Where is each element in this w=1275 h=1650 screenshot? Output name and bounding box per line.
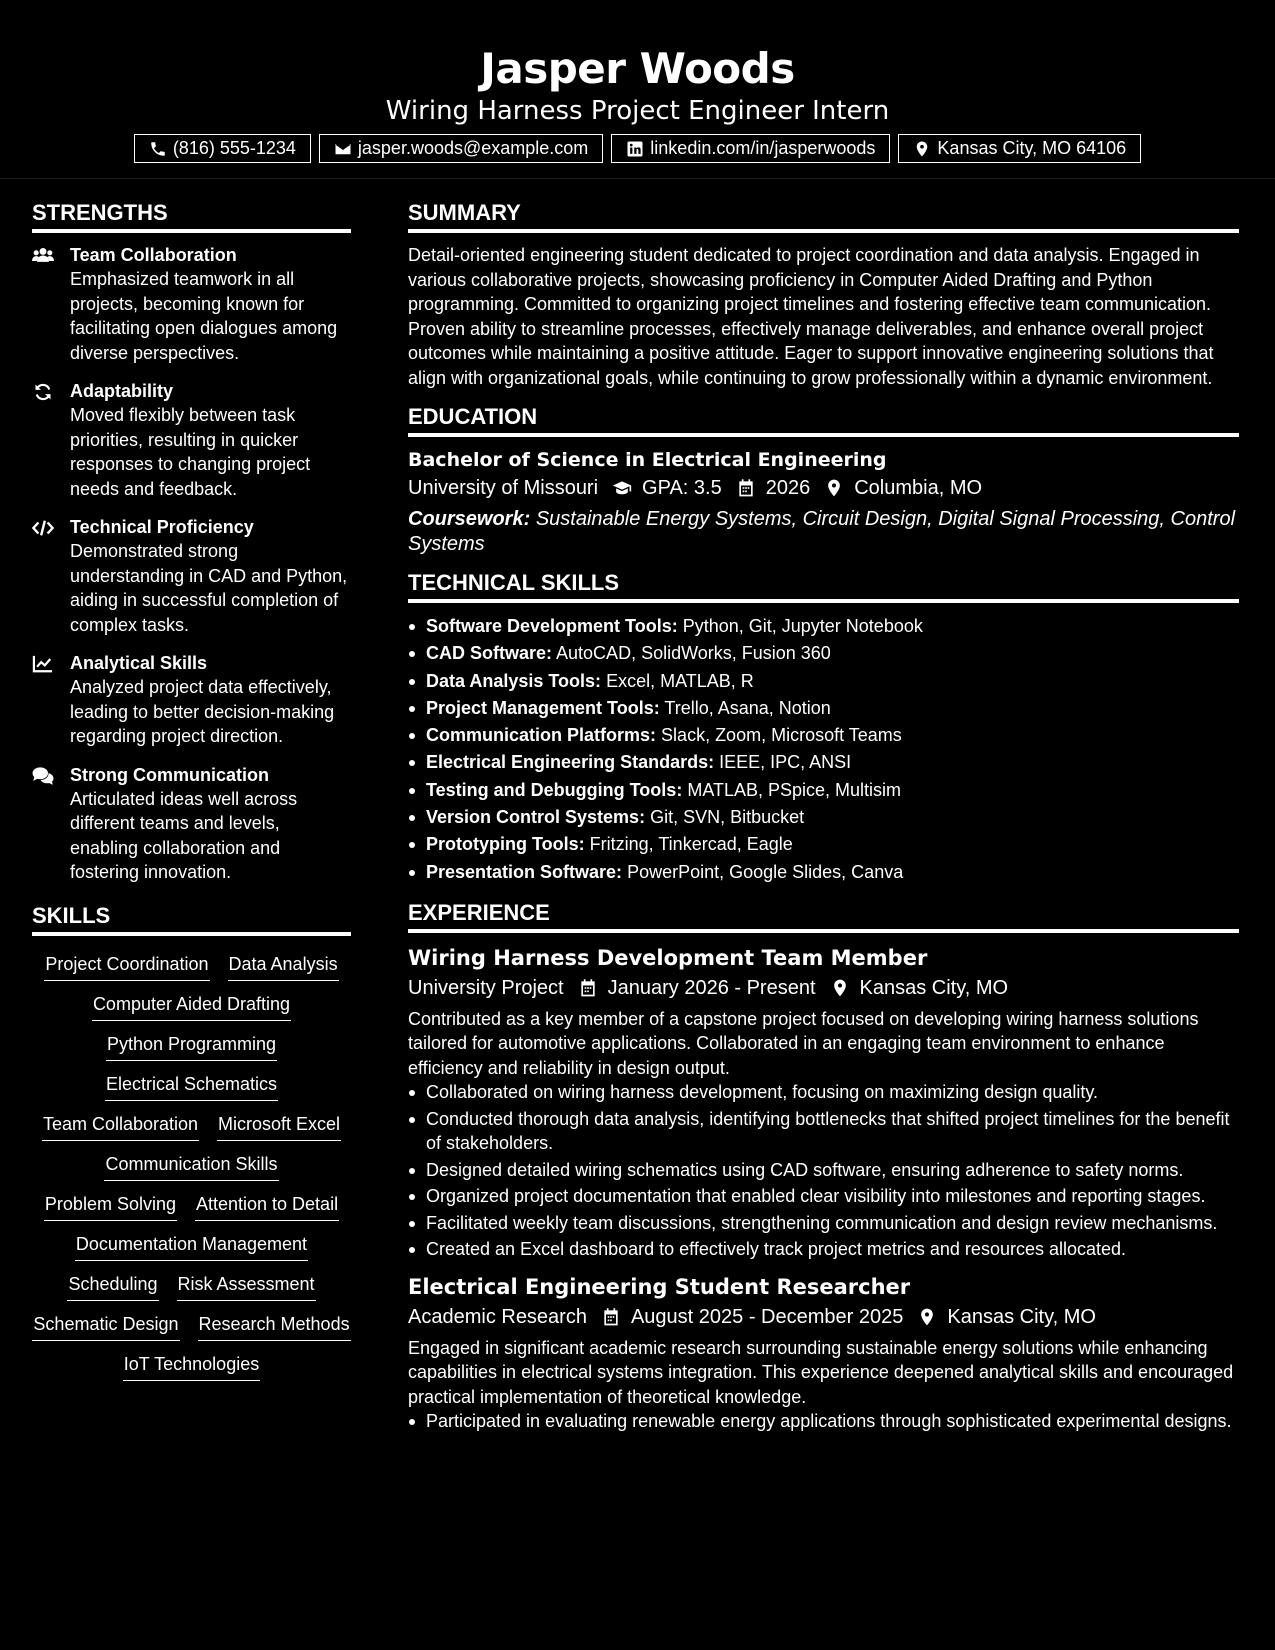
job-bullets bbox=[408, 1080, 1239, 1262]
skills-section bbox=[32, 901, 351, 1381]
skill-label: Version Control Systems: bbox=[426, 807, 646, 828]
contact-email-text: jasper.woods@example.com bbox=[357, 138, 589, 158]
skill-value: PowerPoint, Google Slides, Canva bbox=[627, 861, 904, 882]
skill-value: Excel, MATLAB, R bbox=[606, 670, 754, 691]
experience-heading: EXPERIENCE bbox=[408, 898, 1239, 933]
graduation-cap-icon bbox=[612, 478, 632, 498]
experience-section bbox=[408, 898, 1239, 1434]
list-item bbox=[426, 613, 1239, 640]
list-item: Created an Excel dashboard to effectively track project metrics and resources allocated. bbox=[426, 1237, 1239, 1262]
strength-item bbox=[32, 515, 351, 637]
strength-title: Strong Communication bbox=[70, 764, 269, 785]
skill-tag[interactable]: Data Analysis bbox=[228, 952, 339, 981]
list-item bbox=[426, 695, 1239, 722]
strength-desc: Demonstrated strong understanding in CAD and Python, aiding in successful completion of complex tasks. bbox=[70, 541, 348, 635]
strength-title: Analytical Skills bbox=[70, 653, 208, 673]
skill-label: Electrical Engineering Standards: bbox=[426, 752, 715, 773]
experience-entry bbox=[408, 1272, 1239, 1434]
strength-item bbox=[32, 763, 351, 885]
job-title: Electrical Engineering Student Researcher bbox=[408, 1274, 911, 1299]
list-item bbox=[426, 668, 1239, 695]
right-column bbox=[408, 198, 1239, 1446]
candidate-name: Jasper Woods bbox=[480, 44, 795, 93]
skill-value: AutoCAD, SolidWorks, Fusion 360 bbox=[556, 643, 831, 664]
strengths-heading: STRENGTHS bbox=[32, 198, 351, 233]
strength-item bbox=[32, 379, 351, 501]
skill-tag[interactable]: Python Programming bbox=[106, 1032, 277, 1061]
skill-label: Data Analysis Tools: bbox=[426, 670, 602, 691]
comments-icon bbox=[32, 766, 54, 786]
contact-phone[interactable] bbox=[134, 134, 311, 163]
summary-section bbox=[408, 198, 1239, 390]
list-item bbox=[426, 722, 1239, 749]
technical-skills-section bbox=[408, 568, 1239, 886]
contact-email[interactable] bbox=[319, 134, 603, 163]
envelope-icon bbox=[334, 140, 352, 158]
job-location: Kansas City, MO bbox=[947, 1305, 1096, 1328]
list-item: Collaborated on wiring harness development, focusing on maximizing design quality. bbox=[426, 1080, 1239, 1105]
list-item: Conducted thorough data analysis, identifying bottlenecks that shifted project timelines for the benefit of stakeholders. bbox=[426, 1107, 1239, 1156]
strength-desc: Emphasized teamwork in all projects, becoming known for facilitating open dialogues among diverse perspectives. bbox=[70, 269, 338, 363]
map-pin-icon bbox=[824, 478, 844, 498]
list-item bbox=[426, 640, 1239, 667]
contact-phone-text: (816) 555-1234 bbox=[172, 138, 296, 158]
skills-heading: SKILLS bbox=[32, 901, 351, 936]
job-dates: January 2026 - Present bbox=[607, 976, 816, 999]
skill-tag[interactable]: IoT Technologies bbox=[123, 1352, 260, 1381]
list-item bbox=[426, 859, 1239, 886]
technical-skills-heading: TECHNICAL SKILLS bbox=[408, 568, 1239, 603]
list-item bbox=[426, 777, 1239, 804]
skill-label: CAD Software: bbox=[426, 643, 553, 664]
job-summary: Contributed as a key member of a capstone project focused on developing wiring harness solutions tailored for automotive applications. Collaborated in an engaging team environment to enhance efficiency and reliability in design output. bbox=[408, 1008, 1199, 1078]
skill-tag[interactable]: Microsoft Excel bbox=[217, 1112, 341, 1141]
skill-value: Python, Git, Jupyter Notebook bbox=[682, 616, 923, 636]
users-icon bbox=[32, 246, 54, 266]
job-bullets bbox=[408, 1409, 1239, 1434]
skill-label: Prototyping Tools: bbox=[426, 834, 585, 855]
skill-label: Communication Platforms: bbox=[426, 725, 657, 746]
candidate-role: Wiring Harness Project Engineer Intern bbox=[385, 96, 890, 126]
skill-label: Project Management Tools: bbox=[426, 697, 660, 718]
list-item bbox=[426, 831, 1239, 858]
strength-title: Team Collaboration bbox=[70, 245, 237, 265]
left-column bbox=[32, 198, 351, 1381]
skill-value: Slack, Zoom, Microsoft Teams bbox=[661, 725, 902, 746]
strength-desc: Moved flexibly between task priorities, resulting in quicker responses to changing project needs and feedback. bbox=[70, 405, 311, 499]
sync-icon bbox=[32, 382, 54, 402]
calendar-icon bbox=[601, 1307, 621, 1327]
job-summary: Engaged in significant academic research surrounding sustainable energy solutions while enhancing capabilities in electrical systems integration. This experience deepened analytical skills and encouraged practical implementation of theoretical knowledge. bbox=[408, 1337, 1234, 1407]
job-location: Kansas City, MO bbox=[859, 976, 1009, 999]
experience-entry bbox=[408, 943, 1239, 1262]
skill-value: Git, SVN, Bitbucket bbox=[650, 807, 805, 828]
skill-label: Testing and Debugging Tools: bbox=[426, 779, 683, 800]
phone-icon bbox=[149, 140, 167, 158]
skill-tag[interactable]: Computer Aided Drafting bbox=[92, 992, 291, 1021]
contact-bar bbox=[0, 134, 1275, 163]
calendar-icon bbox=[736, 478, 756, 498]
job-meta bbox=[408, 1302, 1239, 1332]
graduation-year: 2026 bbox=[765, 477, 811, 499]
skill-value: Fritzing, Tinkercad, Eagle bbox=[589, 834, 793, 855]
job-title: Wiring Harness Development Team Member bbox=[408, 945, 928, 970]
map-pin-icon bbox=[913, 140, 931, 158]
strength-title: Adaptability bbox=[70, 381, 174, 401]
skill-tag[interactable]: Research Methods bbox=[198, 1312, 351, 1341]
job-org: University Project bbox=[408, 976, 564, 999]
list-item bbox=[426, 749, 1239, 776]
education-section bbox=[408, 402, 1239, 556]
job-org: Academic Research bbox=[408, 1305, 587, 1328]
list-item: Designed detailed wiring schematics using CAD software, ensuring adherence to safety norms. bbox=[426, 1158, 1239, 1183]
code-icon bbox=[32, 518, 54, 538]
job-dates: August 2025 - December 2025 bbox=[630, 1305, 904, 1328]
skill-tag[interactable]: Team Collaboration bbox=[42, 1112, 199, 1141]
summary-heading: SUMMARY bbox=[408, 198, 1239, 233]
strength-item bbox=[32, 651, 351, 749]
skill-tag[interactable]: Project Coordination bbox=[44, 952, 209, 981]
coursework-label: Coursework: bbox=[408, 508, 531, 530]
contact-location-text: Kansas City, MO 64106 bbox=[937, 138, 1127, 158]
contact-linkedin[interactable] bbox=[611, 134, 890, 163]
gpa: GPA: 3.5 bbox=[642, 477, 722, 499]
strength-desc: Articulated ideas well across different teams and levels, enabling collaboration and fostering innovation. bbox=[70, 788, 298, 882]
skill-value: MATLAB, PSpice, Multisim bbox=[687, 779, 902, 800]
skill-tag[interactable]: Schematic Design bbox=[32, 1312, 179, 1341]
list-item: Organized project documentation that enabled clear visibility into milestones and reporting stages. bbox=[426, 1184, 1239, 1209]
strength-title: Technical Proficiency bbox=[70, 517, 254, 537]
degree-title: Bachelor of Science in Electrical Engineering bbox=[408, 449, 887, 471]
map-pin-icon bbox=[830, 978, 850, 998]
summary-text: Detail-oriented engineering student dedicated to project coordination and data analysis. Engaged in various collaborative projects, showcasing proficiency in Computer Aided Drafting and Python programming. Committed to organizing project timelines and fostering effective team communication. Proven ability to streamline processes, effectively manage deliverables, and enhance overall project outcomes while maintaining a positive attitude. Eager to support innovative engineering solutions that align with organizational goals, while continuing to grow professionally within a dynamic environment. bbox=[408, 245, 1214, 388]
job-meta bbox=[408, 973, 1239, 1003]
skill-tag[interactable]: Scheduling bbox=[67, 1272, 158, 1301]
linkedin-icon bbox=[626, 140, 644, 158]
chart-line-icon bbox=[32, 654, 54, 674]
map-pin-icon bbox=[917, 1307, 937, 1327]
skill-tag[interactable]: Documentation Management bbox=[75, 1232, 308, 1261]
skill-tag[interactable]: Problem Solving bbox=[44, 1192, 177, 1221]
skill-tags bbox=[32, 946, 351, 1381]
list-item: Facilitated weekly team discussions, strengthening communication and design review mechanisms. bbox=[426, 1211, 1239, 1236]
skill-tag[interactable]: Risk Assessment bbox=[177, 1272, 316, 1301]
contact-linkedin-text: linkedin.com/in/jasperwoods bbox=[650, 138, 876, 158]
resume-header bbox=[0, 0, 1275, 179]
list-item bbox=[426, 804, 1239, 831]
technical-skills-list bbox=[408, 613, 1239, 886]
school-location: Columbia, MO bbox=[854, 477, 983, 499]
strength-item bbox=[32, 243, 351, 365]
skill-value: Trello, Asana, Notion bbox=[664, 697, 831, 718]
skill-label: Presentation Software: bbox=[426, 861, 623, 882]
calendar-icon bbox=[578, 978, 598, 998]
list-item: Participated in evaluating renewable energy applications through sophisticated experimental designs. bbox=[426, 1409, 1239, 1434]
skill-tag[interactable]: Communication Skills bbox=[104, 1152, 278, 1181]
coursework bbox=[408, 507, 1239, 556]
education-heading: EDUCATION bbox=[408, 402, 1239, 437]
skill-tag[interactable]: Electrical Schematics bbox=[105, 1072, 278, 1101]
skill-tag[interactable]: Attention to Detail bbox=[195, 1192, 339, 1221]
skill-label: Software Development Tools: bbox=[426, 616, 678, 636]
coursework-list: Sustainable Energy Systems, Circuit Design, Digital Signal Processing, Control Systems bbox=[408, 508, 1236, 555]
education-meta bbox=[408, 473, 1239, 503]
strength-desc: Analyzed project data effectively, leading to better decision-making regarding project direction. bbox=[70, 677, 335, 746]
school-name: University of Missouri bbox=[408, 477, 599, 499]
contact-location[interactable] bbox=[898, 134, 1141, 163]
skill-value: IEEE, IPC, ANSI bbox=[719, 752, 852, 773]
